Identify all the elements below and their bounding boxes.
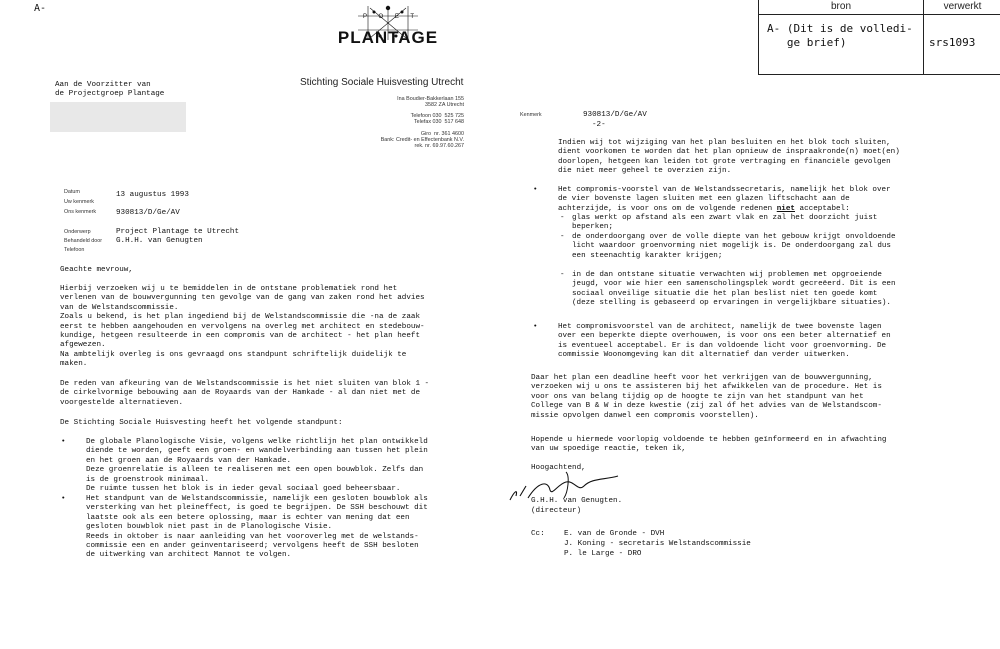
dash-icon: - — [560, 233, 565, 241]
paragraph-1: Hierbij verzoeken wij u te bemiddelen in de ontstane problematiek rond het verlenen van de bouwvergunning ten gevolge van de gang van zaken rond het advies van de Welstandscommissie. Zoals u bekend, is het plan ingediend bij de Welstandscommissie die -na de zaak eerst te hebben aangehouden en vervolgens na overleg met architect en stedebouw- kundige, hetgeen resulteerde in een compromis van de architect - het plan heeft afgewezen. Na ambtelijk overleg is ons gevraagd ons standpunt schriftelijk duidelijk te maken. — [60, 285, 425, 369]
dash-item — [560, 214, 878, 233]
dash-text: de onderdoorgang over de volle diepte van het gebouw krijgt onvoldoende licht waardoor groenvorming niet mogelijk is. De onderdoorgang zal dus een steenachtig karakter krijgen; — [572, 233, 896, 260]
org-phone: Telefoon 030 525 725 Telefax 030 517 648 — [410, 113, 464, 126]
kenmerk-value: 930813/D/Ge/AV — [583, 111, 647, 119]
emphasis-niet: niet — [776, 204, 795, 213]
bullet-text-end: acceptabel: — [794, 204, 850, 213]
cc-label: Cc: — [531, 530, 545, 538]
org-address: Ina Boudier-Bakkerlaan 155 3582 ZA Utrecht — [397, 96, 464, 109]
archive-stamp — [758, 0, 1000, 75]
redacted-address — [50, 102, 186, 132]
signer-role: (directeur) — [531, 507, 582, 515]
page-number: -2- — [592, 121, 606, 129]
kenmerk-label: Kenmerk — [520, 112, 542, 118]
paragraph-3: De Stichting Sociale Huisvesting heeft het volgende standpunt: — [60, 419, 343, 427]
onderwerp-value: Project Plantage te Utrecht — [116, 228, 240, 236]
stamp-verwerkt-note: srs1093 — [929, 36, 976, 49]
dash-item — [560, 233, 896, 261]
bullet-item — [533, 323, 891, 361]
bullet-icon: • — [533, 323, 538, 331]
logo-name: PLANTAGE — [337, 28, 439, 47]
dash-icon: - — [560, 271, 565, 279]
behandeld-value: G.H.H. van Genugten — [116, 237, 203, 245]
cc-item: E. van de Gronde - DVH — [564, 530, 665, 538]
paragraph-2: De reden van afkeuring van de Welstandscommissie is het niet sluiten van blok 1 - de cirkelvormige bebouwing aan de Royaards van der Hamkade - al dan niet met de voorgestelde alternatieven. — [60, 380, 430, 407]
datum-value: 13 augustus 1993 — [116, 191, 189, 199]
bullet-icon: • — [61, 438, 66, 446]
org-bank: Giro nr. 361 4600 Bank: Credit- en Effectenbank N.V. rek. nr. 69.97.60.267 — [380, 131, 464, 150]
label-ons-kenmerk: Ons kenmerk — [64, 209, 97, 215]
label-datum: Datum — [64, 189, 80, 195]
bullet-item — [61, 495, 428, 561]
right-paragraph-1: Indien wij tot wijziging van het plan besluiten en het blok toch sluiten, dient voorkomen te worden dat het plan opnieuw de inspraakronde(n) moet(en) doorlopen, hetgeen kan leiden tot grote vertraging en financiële gevolgen die niet meer geheel te overzien zijn. — [558, 139, 900, 176]
page-mark: A- — [34, 3, 47, 14]
closing: Hoogachtend, — [531, 464, 586, 472]
label-onderwerp: Onderwerp — [64, 229, 91, 235]
logo-top-letters: P O E T — [362, 14, 420, 20]
bullet-text: Het compromisvoorstel van de architect, namelijk de twee bovenste lagen over een beperkte diepte overhouwen, is voor ons een beter alternatief en is eventueel acceptabel. Er is dan voldoende licht voor groenvorming. De commissie Woonomgeving kan dit alternatief dan verder uitwerken. — [558, 323, 891, 360]
bullet-text: Het compromis-voorstel van de Welstandssecretaris, namelijk het blok over de vier bovenste lagen sluiten met een glazen liftschacht aan de achterzijde, is voor ons om de volgende redenen — [558, 186, 891, 213]
bullet-item — [533, 186, 891, 214]
label-uw-kenmerk: Uw kenmerk — [64, 199, 94, 205]
bullet-icon: • — [61, 495, 66, 503]
bullet-icon: • — [533, 186, 538, 194]
dash-item — [560, 271, 896, 309]
salutation: Geachte mevrouw, — [60, 266, 133, 274]
stamp-bron-note: A- (Dit is de volledi- ge brief) — [767, 22, 913, 49]
cc-item: P. le Large - DRO — [564, 550, 642, 558]
label-behandeld: Behandeld door — [64, 238, 103, 244]
org-name: Stichting Sociale Huisvesting Utrecht — [300, 77, 464, 88]
label-telefoon: Telefoon — [64, 247, 85, 253]
right-paragraph-2: Daar het plan een deadline heeft voor het verkrijgen van de bouwvergunning, verzoeken wij u ons te assisteren bij het afwikkelen van de procedure. Het is voor ons van belang tijdig op de hoogte te zijn van het standpunt van het College van B & W in deze kwestie (zij zal óf het advies van de Welstandscom- missie opvolgen danwel een compromis voorstellen). — [531, 374, 882, 420]
stamp-bron-header: bron — [830, 1, 851, 12]
right-paragraph-3: Hopende u hiermede voorlopig voldoende te hebben geïnformeerd en in afwachting van uw spoedige reactie, teken ik, — [531, 436, 887, 454]
cc-item: J. Koning - secretaris Welstandscommissie — [564, 540, 751, 548]
addressee: Aan de Voorzitter van de Projectgroep Plantage — [55, 81, 165, 99]
dash-icon: - — [560, 214, 565, 222]
stamp-verwerkt-header: verwerkt — [943, 1, 982, 12]
dash-text: glas werkt op afstand als een zwart vlak en zal het doorzicht juist beperken; — [572, 214, 878, 232]
bullet-item — [61, 438, 428, 494]
signer-name: G.H.H. van Genugten. — [531, 497, 623, 505]
ons-kenmerk-value: 930813/D/Ge/AV — [116, 209, 180, 217]
dash-text: in de dan ontstane situatie verwachten wij problemen met opgroeiende jeugd, voor wie hier een samenscholingsplek wordt gecreëerd. Dit is een sociaal onveilige situatie die het plan beslist niet ten goede komt (deze stelling is gebaseerd op ervaringen in vergelijkbare situaties). — [572, 271, 896, 308]
bullet-text: De globale Planologische Visie, volgens welke richtlijn het plan ontwikkeld diende te worden, geeft een groen- en wandelverbinding aan tussen het plein en het groen aan de Royaards van der Hamkade. Deze groenrelatie is alleen te realiseren met een open bouwblok. Zelfs dan is de groenstrook minimaal. De ruimte tussen het blok is in ieder geval sociaal goed beheersbaar. — [86, 438, 428, 494]
bullet-text: Het standpunt van de Welstandscommissie, namelijk een gesloten bouwblok als versterking van het pleineffect, is goed te begrijpen. De SSH beschouwt dit laatste ook als een betere oplossing, maar is echter van mening dat een gesloten bouwblok niet past in de Planologische Visie. Reeds in oktober is naar aanleiding van het vooroverleg met de welstands- commissie een en ander geinventariseerd; vervolgens heeft de SSH besloten de uitwerking van architect Mannot te volgen. — [86, 495, 428, 560]
